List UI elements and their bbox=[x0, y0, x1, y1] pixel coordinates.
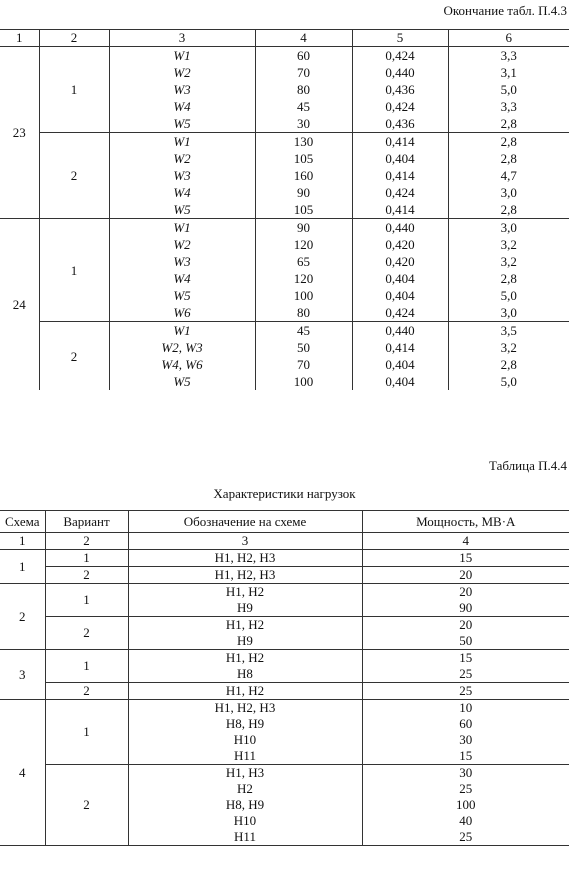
line-name: W6 bbox=[109, 304, 255, 322]
load-power: 25 bbox=[459, 666, 473, 681]
resistance-value: 0,424 bbox=[352, 304, 448, 322]
load-power: 25 bbox=[459, 829, 473, 844]
load-designation: Н9 bbox=[237, 633, 253, 648]
length-km: 90 bbox=[255, 184, 352, 201]
load-designation: Н9 bbox=[237, 600, 253, 615]
resistance-value: 0,440 bbox=[352, 64, 448, 81]
load-power: 10 bbox=[459, 700, 473, 715]
line-name: W3 bbox=[109, 253, 255, 270]
column-header: Схема bbox=[0, 511, 45, 533]
line-name: W2 bbox=[109, 64, 255, 81]
table-row bbox=[0, 322, 569, 340]
variant-number: 2 bbox=[39, 133, 109, 219]
line-name: W2 bbox=[109, 236, 255, 253]
resistance-value: 0,404 bbox=[352, 356, 448, 373]
load-powers bbox=[362, 567, 569, 584]
load-designation: Н1, Н2 bbox=[225, 617, 265, 632]
length-km: 100 bbox=[255, 287, 352, 304]
line-name: W5 bbox=[109, 201, 255, 219]
table-row bbox=[0, 550, 569, 567]
line-name: W4 bbox=[109, 184, 255, 201]
scheme-number: 24 bbox=[0, 219, 39, 391]
load-power: 90 bbox=[459, 600, 473, 615]
table1-header-row bbox=[0, 30, 569, 47]
current-value: 3,3 bbox=[448, 98, 569, 115]
column-header: Вариант bbox=[45, 511, 128, 533]
table-row bbox=[0, 617, 569, 650]
load-power: 25 bbox=[459, 781, 473, 796]
column-number: 2 bbox=[45, 533, 128, 550]
length-km: 50 bbox=[255, 339, 352, 356]
resistance-value: 0,440 bbox=[352, 219, 448, 237]
table-row bbox=[0, 219, 569, 237]
load-powers bbox=[362, 617, 569, 650]
column-number: 3 bbox=[109, 30, 255, 47]
load-power: 40 bbox=[459, 813, 473, 828]
line-name: W2 bbox=[109, 150, 255, 167]
resistance-value: 0,436 bbox=[352, 81, 448, 98]
resistance-value: 0,404 bbox=[352, 287, 448, 304]
load-designation: Н1, Н2 bbox=[225, 584, 265, 599]
column-number: 3 bbox=[128, 533, 362, 550]
table-row bbox=[0, 567, 569, 584]
column-header: Мощность, МВ·А bbox=[362, 511, 569, 533]
current-value: 2,8 bbox=[448, 201, 569, 219]
load-power: 25 bbox=[459, 683, 473, 698]
current-value: 2,8 bbox=[448, 150, 569, 167]
resistance-value: 0,440 bbox=[352, 322, 448, 340]
load-power: 30 bbox=[459, 732, 473, 747]
column-number: 4 bbox=[255, 30, 352, 47]
scheme-number: 1 bbox=[0, 550, 45, 584]
length-km: 90 bbox=[255, 219, 352, 237]
table-p44-load-characteristics bbox=[0, 510, 569, 846]
current-value: 2,8 bbox=[448, 133, 569, 151]
resistance-value: 0,424 bbox=[352, 184, 448, 201]
line-name: W5 bbox=[109, 287, 255, 304]
table-row bbox=[0, 47, 569, 65]
load-designations bbox=[128, 765, 362, 846]
resistance-value: 0,420 bbox=[352, 236, 448, 253]
load-power: 20 bbox=[459, 617, 473, 632]
table-row bbox=[0, 700, 569, 765]
current-value: 3,2 bbox=[448, 236, 569, 253]
resistance-value: 0,424 bbox=[352, 98, 448, 115]
load-designation: Н2 bbox=[237, 781, 253, 796]
resistance-value: 0,414 bbox=[352, 339, 448, 356]
length-km: 105 bbox=[255, 201, 352, 219]
variant-number: 2 bbox=[39, 322, 109, 391]
load-designation: Н10 bbox=[233, 732, 257, 747]
resistance-value: 0,414 bbox=[352, 201, 448, 219]
resistance-value: 0,404 bbox=[352, 150, 448, 167]
table1-caption: Окончание табл. П.4.3 bbox=[443, 3, 567, 18]
load-power: 100 bbox=[456, 797, 476, 812]
line-name: W1 bbox=[109, 133, 255, 151]
load-power: 60 bbox=[459, 716, 473, 731]
resistance-value: 0,414 bbox=[352, 133, 448, 151]
length-km: 70 bbox=[255, 356, 352, 373]
length-km: 70 bbox=[255, 64, 352, 81]
column-number: 6 bbox=[448, 30, 569, 47]
load-designations bbox=[128, 700, 362, 765]
line-name: W3 bbox=[109, 167, 255, 184]
load-designation: Н8, Н9 bbox=[225, 716, 265, 731]
load-power: 50 bbox=[459, 633, 473, 648]
line-name: W1 bbox=[109, 47, 255, 65]
load-designations bbox=[128, 567, 362, 584]
current-value: 4,7 bbox=[448, 167, 569, 184]
load-designations bbox=[128, 617, 362, 650]
current-value: 5,0 bbox=[448, 287, 569, 304]
current-value: 5,0 bbox=[448, 373, 569, 390]
load-designation: Н11 bbox=[234, 748, 256, 763]
table2-title: Характеристики нагрузок bbox=[213, 486, 356, 501]
resistance-value: 0,414 bbox=[352, 167, 448, 184]
load-designation: Н8, Н9 bbox=[225, 797, 265, 812]
resistance-value: 0,424 bbox=[352, 47, 448, 65]
table-row bbox=[0, 683, 569, 700]
line-name: W2, W3 bbox=[109, 339, 255, 356]
load-power: 15 bbox=[459, 550, 473, 565]
load-designations bbox=[128, 683, 362, 700]
line-name: W4 bbox=[109, 270, 255, 287]
line-name: W1 bbox=[109, 322, 255, 340]
current-value: 5,0 bbox=[448, 81, 569, 98]
resistance-value: 0,436 bbox=[352, 115, 448, 133]
load-power: 15 bbox=[459, 650, 473, 665]
table-row bbox=[0, 650, 569, 683]
load-designation: Н8 bbox=[237, 666, 253, 681]
load-designations bbox=[128, 650, 362, 683]
length-km: 105 bbox=[255, 150, 352, 167]
length-km: 60 bbox=[255, 47, 352, 65]
resistance-value: 0,420 bbox=[352, 253, 448, 270]
resistance-value: 0,404 bbox=[352, 373, 448, 390]
table2-number-row bbox=[0, 533, 569, 550]
table-row bbox=[0, 765, 569, 846]
variant-number: 2 bbox=[45, 683, 128, 700]
line-name: W1 bbox=[109, 219, 255, 237]
column-number: 5 bbox=[352, 30, 448, 47]
table-row bbox=[0, 133, 569, 151]
load-powers bbox=[362, 683, 569, 700]
variant-number: 2 bbox=[45, 567, 128, 584]
variant-number: 1 bbox=[45, 550, 128, 567]
load-powers bbox=[362, 765, 569, 846]
variant-number: 1 bbox=[45, 584, 128, 617]
variant-number: 1 bbox=[45, 650, 128, 683]
load-designation: Н1, Н2, Н3 bbox=[214, 700, 276, 715]
current-value: 3,2 bbox=[448, 339, 569, 356]
column-header: Обозначение на схеме bbox=[128, 511, 362, 533]
line-name: W4, W6 bbox=[109, 356, 255, 373]
length-km: 130 bbox=[255, 133, 352, 151]
column-number: 4 bbox=[362, 533, 569, 550]
variant-number: 1 bbox=[45, 700, 128, 765]
line-name: W3 bbox=[109, 81, 255, 98]
table2-header-row bbox=[0, 511, 569, 533]
resistance-value: 0,404 bbox=[352, 270, 448, 287]
current-value: 3,1 bbox=[448, 64, 569, 81]
load-powers bbox=[362, 550, 569, 567]
variant-number: 2 bbox=[45, 617, 128, 650]
current-value: 2,8 bbox=[448, 356, 569, 373]
load-powers bbox=[362, 650, 569, 683]
table-row bbox=[0, 584, 569, 617]
load-power: 20 bbox=[459, 567, 473, 582]
load-designation: Н1, Н2, Н3 bbox=[214, 567, 276, 582]
load-designation: Н1, Н2 bbox=[225, 650, 265, 665]
load-designation: Н10 bbox=[233, 813, 257, 828]
scheme-number: 23 bbox=[0, 47, 39, 219]
length-km: 30 bbox=[255, 115, 352, 133]
length-km: 80 bbox=[255, 304, 352, 322]
scheme-number: 3 bbox=[0, 650, 45, 700]
load-designations bbox=[128, 584, 362, 617]
line-name: W5 bbox=[109, 115, 255, 133]
length-km: 65 bbox=[255, 253, 352, 270]
current-value: 3,2 bbox=[448, 253, 569, 270]
scheme-number: 2 bbox=[0, 584, 45, 650]
length-km: 80 bbox=[255, 81, 352, 98]
load-designation: Н1, Н2 bbox=[225, 683, 265, 698]
current-value: 3,3 bbox=[448, 47, 569, 65]
table2-label: Таблица П.4.4 bbox=[489, 458, 567, 473]
load-powers bbox=[362, 584, 569, 617]
current-value: 3,0 bbox=[448, 184, 569, 201]
variant-number: 2 bbox=[45, 765, 128, 846]
load-designation: Н1, Н2, Н3 bbox=[214, 550, 276, 565]
column-number: 1 bbox=[0, 30, 39, 47]
length-km: 120 bbox=[255, 236, 352, 253]
length-km: 45 bbox=[255, 98, 352, 115]
load-powers bbox=[362, 700, 569, 765]
load-designations bbox=[128, 550, 362, 567]
load-power: 20 bbox=[459, 584, 473, 599]
length-km: 120 bbox=[255, 270, 352, 287]
load-designation: Н11 bbox=[234, 829, 256, 844]
load-power: 30 bbox=[459, 765, 473, 780]
current-value: 3,0 bbox=[448, 304, 569, 322]
scheme-number: 4 bbox=[0, 700, 45, 846]
variant-number: 1 bbox=[39, 219, 109, 322]
line-name: W4 bbox=[109, 98, 255, 115]
line-name: W5 bbox=[109, 373, 255, 390]
variant-number: 1 bbox=[39, 47, 109, 133]
current-value: 2,8 bbox=[448, 115, 569, 133]
column-number: 2 bbox=[39, 30, 109, 47]
load-power: 15 bbox=[459, 748, 473, 763]
length-km: 45 bbox=[255, 322, 352, 340]
length-km: 160 bbox=[255, 167, 352, 184]
load-designation: Н1, Н3 bbox=[225, 765, 265, 780]
current-value: 2,8 bbox=[448, 270, 569, 287]
table-p43-continuation bbox=[0, 29, 569, 390]
current-value: 3,0 bbox=[448, 219, 569, 237]
column-number: 1 bbox=[0, 533, 45, 550]
current-value: 3,5 bbox=[448, 322, 569, 340]
length-km: 100 bbox=[255, 373, 352, 390]
